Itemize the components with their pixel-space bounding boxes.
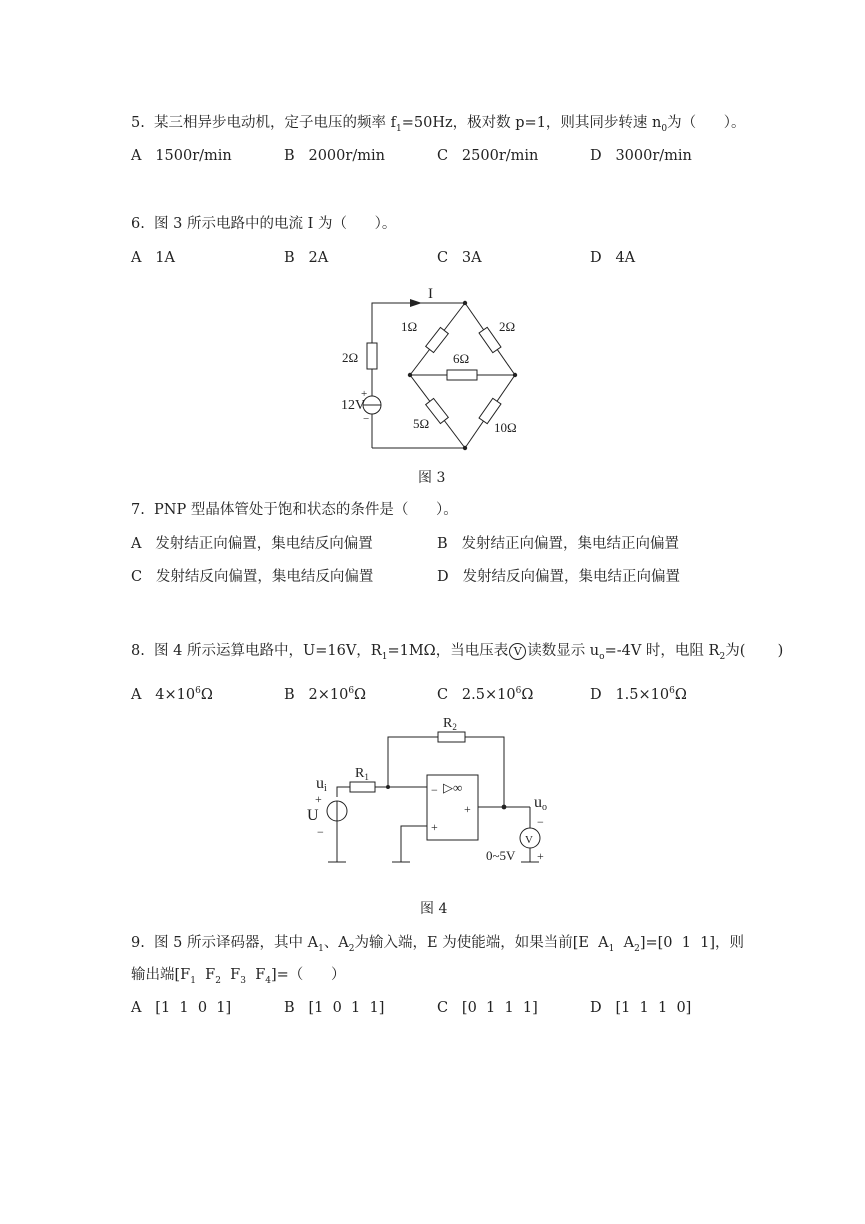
label-opamp-plus-in: +: [431, 820, 438, 834]
q9-stem-line2: 输出端[$F_1$ $F_2$ $F_3$ $F_4]=$（ ）: [131, 967, 346, 986]
voltmeter-icon: V: [509, 643, 526, 660]
label-r-5: 5Ω: [413, 416, 430, 431]
q8-option-c: C $2.5\times 10^6\Omega$: [437, 686, 534, 703]
q9-option-c: C [0 1 1 1]: [437, 1000, 538, 1016]
label-r2: $R_2$: [443, 716, 457, 732]
label-r-2: 2Ω: [499, 319, 516, 334]
resistor-1ohm: [426, 327, 449, 352]
resistor-r2: [438, 732, 465, 742]
resistor-r1: [350, 782, 375, 792]
figure-4-caption: 图 4: [420, 901, 448, 917]
node-right: [513, 373, 517, 377]
label-opamp-minus: −: [431, 783, 438, 797]
resistor-left: [367, 343, 377, 369]
label-opamp-plus-out: +: [464, 802, 471, 816]
label-meter-v: V: [525, 834, 533, 846]
node-bottom: [463, 446, 467, 450]
q5-option-d: D 3000r/min: [590, 148, 692, 164]
q6-option-c: C 3A: [437, 250, 482, 266]
q6-option-b: B 2A: [284, 250, 329, 266]
q5-stem: 5. 某三相异步电动机，定子电压的频率 $f_1=50Hz$，极对数 p=1，则其同步转速 $n_0$为（ ）。: [131, 115, 746, 134]
figure-4-opamp-circuit: [300, 708, 570, 878]
q8-option-d: D $1.5\times 10^6\Omega$: [590, 686, 687, 703]
label-source: 12V: [341, 398, 366, 413]
q8-option-b: B $2\times 10^6\Omega$: [284, 686, 367, 703]
label-meter-plus: +: [537, 849, 544, 863]
q5-option-b: B 2000r/min: [284, 148, 385, 164]
q9-option-b: B [1 0 1 1]: [284, 1000, 385, 1016]
node-left: [408, 373, 412, 377]
resistor-6ohm: [447, 370, 477, 380]
q9-option-d: D [1 1 1 0]: [590, 1000, 692, 1016]
label-source-minus: −: [363, 413, 370, 425]
current-arrow-icon: [410, 299, 422, 307]
label-ui: ui: [316, 775, 327, 794]
figure-3-caption: 图 3: [418, 470, 446, 486]
node-top: [463, 301, 467, 305]
label-meter-minus: −: [537, 815, 544, 829]
label-r-6: 6Ω: [453, 351, 470, 366]
label-uo: uo: [534, 794, 547, 813]
label-current-i: I: [428, 286, 433, 302]
q7-option-b: B 发射结正向偏置，集电结正向偏置: [437, 536, 679, 552]
label-r1: $R_1$: [355, 766, 369, 782]
q5-option-c: C 2500r/min: [437, 148, 539, 164]
label-r-left: 2Ω: [342, 350, 359, 365]
label-u-plus: +: [315, 792, 322, 806]
resistor-2ohm: [479, 327, 501, 352]
figure-3-bridge-circuit: [330, 280, 540, 460]
node-output: [502, 805, 507, 810]
q8-option-a: A $4\times 10^6\Omega$: [131, 686, 213, 703]
q7-option-d: D 发射结反向偏置，集电结正向偏置: [437, 569, 680, 585]
q7-stem: 7. PNP 型晶体管处于饱和状态的条件是（ ）。: [131, 502, 458, 518]
label-source-plus: +: [361, 388, 368, 400]
q5-option-a: A 1500r/min: [131, 148, 232, 164]
label-u: U: [307, 807, 319, 824]
q7-option-a: A 发射结正向偏置，集电结反向偏置: [131, 536, 373, 552]
label-opamp-gain: ▷∞: [443, 780, 463, 795]
q9-stem-line1: 9. 图 5 所示译码器，其中 $A_1$、$A_2$为输入端，E 为使能端，如果当前[E $A_1$ $A_2]=[0$ 1 1]，则: [131, 935, 745, 954]
q6-option-d: D 4A: [590, 250, 636, 266]
q6-option-a: A 1A: [131, 250, 175, 266]
node-inverting: [386, 785, 390, 789]
label-r-10: 10Ω: [494, 420, 517, 435]
label-u-minus: −: [317, 825, 324, 839]
label-meter-range: 0~5V: [486, 848, 516, 863]
q8-stem: 8. 图 4 所示运算电路中，U=16V，$R_1=1M\Omega$，当电压表 V 读数显示 $u_o=-4V$ 时，电阻 $R_2$为( ): [131, 643, 784, 662]
q6-stem: 6. 图 3 所示电路中的电流 I 为（ ）。: [131, 216, 397, 232]
q7-option-c: C 发射结反向偏置，集电结反向偏置: [131, 569, 374, 585]
label-r-1: 1Ω: [401, 319, 418, 334]
q9-option-a: A [1 1 0 1]: [131, 1000, 232, 1016]
